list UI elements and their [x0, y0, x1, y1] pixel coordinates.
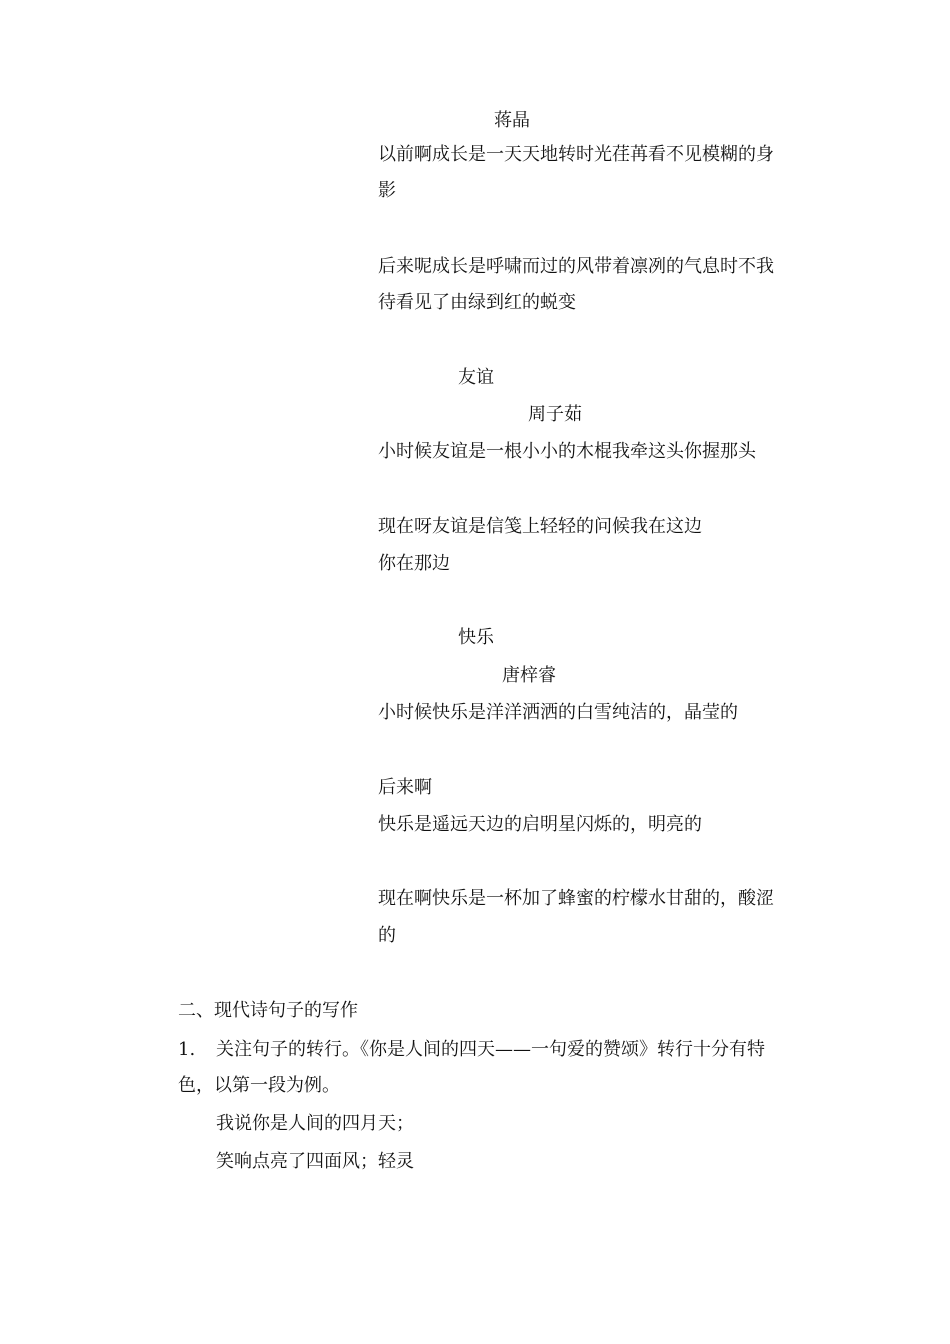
- poem1-author: 蒋晶: [494, 110, 530, 131]
- poem2-title: 友谊: [458, 367, 494, 388]
- item1-text-line2: 色，以第一段为例。: [178, 1075, 340, 1096]
- poem3-title: 快乐: [458, 627, 494, 648]
- poem2-line2b: 你在那边: [378, 553, 450, 574]
- poem3-line3b: 的: [378, 925, 396, 946]
- poem1-line2a: 后来呢成长是呼啸而过的风带着凛冽的气息时不我: [378, 256, 774, 277]
- poem1-line2b: 待看见了由绿到红的蜕变: [378, 292, 576, 313]
- item1-number: 1.: [178, 1039, 196, 1060]
- poem2-author: 周子茹: [528, 404, 582, 425]
- poem3-line3a: 现在啊快乐是一杯加了蜂蜜的柠檬水甘甜的，酸涩: [378, 888, 774, 909]
- poem1-line1b: 影: [378, 180, 396, 201]
- quote-line2: 笑响点亮了四面风；轻灵: [216, 1151, 414, 1172]
- section2-heading: 二、现代诗句子的写作: [178, 1000, 358, 1021]
- poem1-line1a: 以前啊成长是一天天地转时光荏苒看不见模糊的身: [378, 144, 774, 165]
- poem2-line1: 小时候友谊是一根小小的木棍我牵这头你握那头: [378, 441, 756, 462]
- poem2-line2a: 现在呀友谊是信笺上轻轻的问候我在这边: [378, 516, 702, 537]
- poem3-line2a: 后来啊: [378, 777, 432, 798]
- poem3-line1: 小时候快乐是洋洋洒洒的白雪纯洁的，晶莹的: [378, 702, 738, 723]
- poem3-author: 唐梓睿: [502, 665, 556, 686]
- item1-text-line1: 关注句子的转行。《你是人间的四天——一句爱的赞颂》转行十分有特: [216, 1039, 765, 1060]
- quote-line1: 我说你是人间的四月天；: [216, 1113, 414, 1134]
- poem3-line2b: 快乐是遥远天边的启明星闪烁的，明亮的: [378, 814, 702, 835]
